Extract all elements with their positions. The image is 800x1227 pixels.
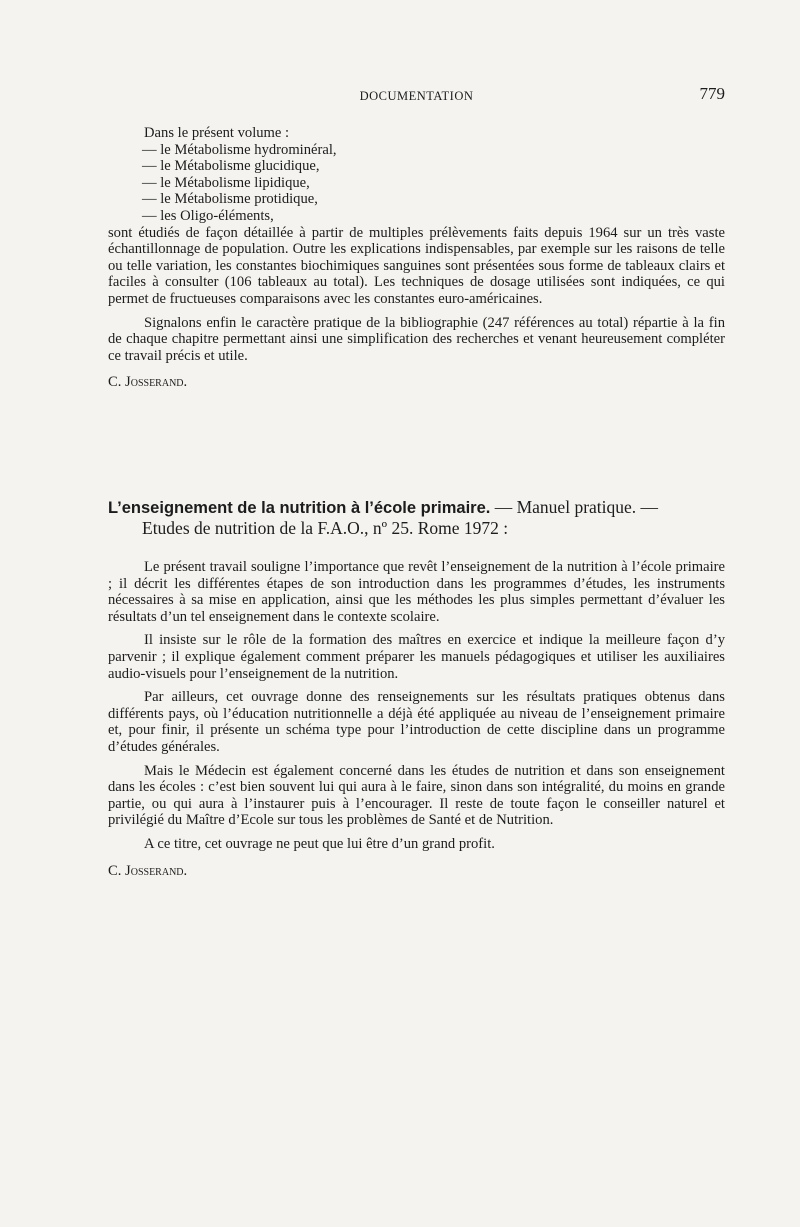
page-number: 779 [699, 84, 725, 103]
review-1-paragraph: sont étudiés de façon détaillée à partir de multiples prélèvements faits depuis 1964 sur un très vaste échantillonnage de population. Outre les explications indispensables, par exemple sur les raisons de telle ou telle variation, les constantes biochimiques sanguines sont présentées sous forme de tableaux clairs et faciles à consulter (106 tableaux au total). Les techniques de dosage utilisées sont indiquées, ce qui permet de fructueuses comparaisons avec les constantes euro-américaines. [108, 224, 725, 307]
review-2-paragraph: Il insiste sur le rôle de la formation des maîtres en exercice et indique la meilleure façon d’y parvenir ; il explique également comment préparer les manuels pédagogiques et utiliser les auxiliaires audio-visuels pour l’enseignement de la nutrition. [108, 632, 725, 682]
list-item: — les Oligo-éléments, [142, 207, 274, 224]
list-item: — le Métabolisme glucidique, [142, 158, 320, 175]
list-item: — le Métabolisme hydrominéral, [142, 141, 337, 158]
review-2-subtitle: — Manuel pratique. — [490, 497, 659, 517]
review-1-signature [108, 374, 725, 391]
list-item: — le Métabolisme lipidique, [142, 174, 310, 191]
review-2-heading [108, 497, 725, 538]
review-1-intro: Dans le présent volume : [144, 125, 290, 141]
review-2-paragraph: Par ailleurs, cet ouvrage donne des renseignements sur les résultats pratiques obtenus dans différents pays, où l’éducation nutritionnelle a déjà été appliquée au niveau de l’enseignement primaire et, pour finir, il présente un schéma type pour l’introduction de cette discipline dans un programme d’études générales. [108, 689, 725, 755]
running-header [108, 86, 725, 106]
review-2-paragraph: Le présent travail souligne l’importance que revêt l’enseignement de la nutrition à l’école primaire ; il décrit les différentes étapes de son introduction dans les programmes d’études, les instruments nécessaires à sa mise en application, ainsi que les méthodes les plus simples permettant d’évaluer les résultats d’un tel enseignement dans le contexte scolaire. [108, 559, 725, 625]
review-2-paragraph: A ce titre, cet ouvrage ne peut que lui être d’un grand profit. [144, 835, 495, 852]
review-2-signature [108, 863, 725, 880]
review-2-source: Etudes de nutrition de la F.A.O., nº 25. Rome 1972 : [142, 518, 509, 538]
signature-initial: C. J [108, 374, 131, 391]
list-item: — le Métabolisme protidique, [142, 191, 318, 208]
signature-name: osserand. [130, 862, 188, 879]
running-title: DOCUMENTATION [359, 89, 474, 103]
review-2-title: L’enseignement de la nutrition à l’école primaire. [108, 499, 491, 517]
metabolism-list [108, 142, 725, 225]
signature-name: osserand. [130, 374, 188, 391]
signature-initial: C. J [108, 862, 131, 879]
review-1 [108, 125, 725, 391]
review-1-paragraph: Signalons enfin le caractère pratique de la bibliographie (247 références au total) répartie à la fin de chaque chapitre permettant ainsi une simplification des recherches et venant heureusement compléter ce travail précis et utile. [108, 314, 725, 364]
review-2-paragraph: Mais le Médecin est également concerné dans les études de nutrition et dans son enseignement dans les écoles : c’est bien souvent lui qui aura à le faire, sinon dans son intégralité, du moins en grande partie, ou qui aura à l’instaurer puis à l’encourager. Il reste de toute façon le conseiller naturel et privilégié du Maître d’Ecole sur tous les problèmes de Santé et de Nutrition. [108, 762, 725, 829]
review-2 [108, 559, 725, 879]
